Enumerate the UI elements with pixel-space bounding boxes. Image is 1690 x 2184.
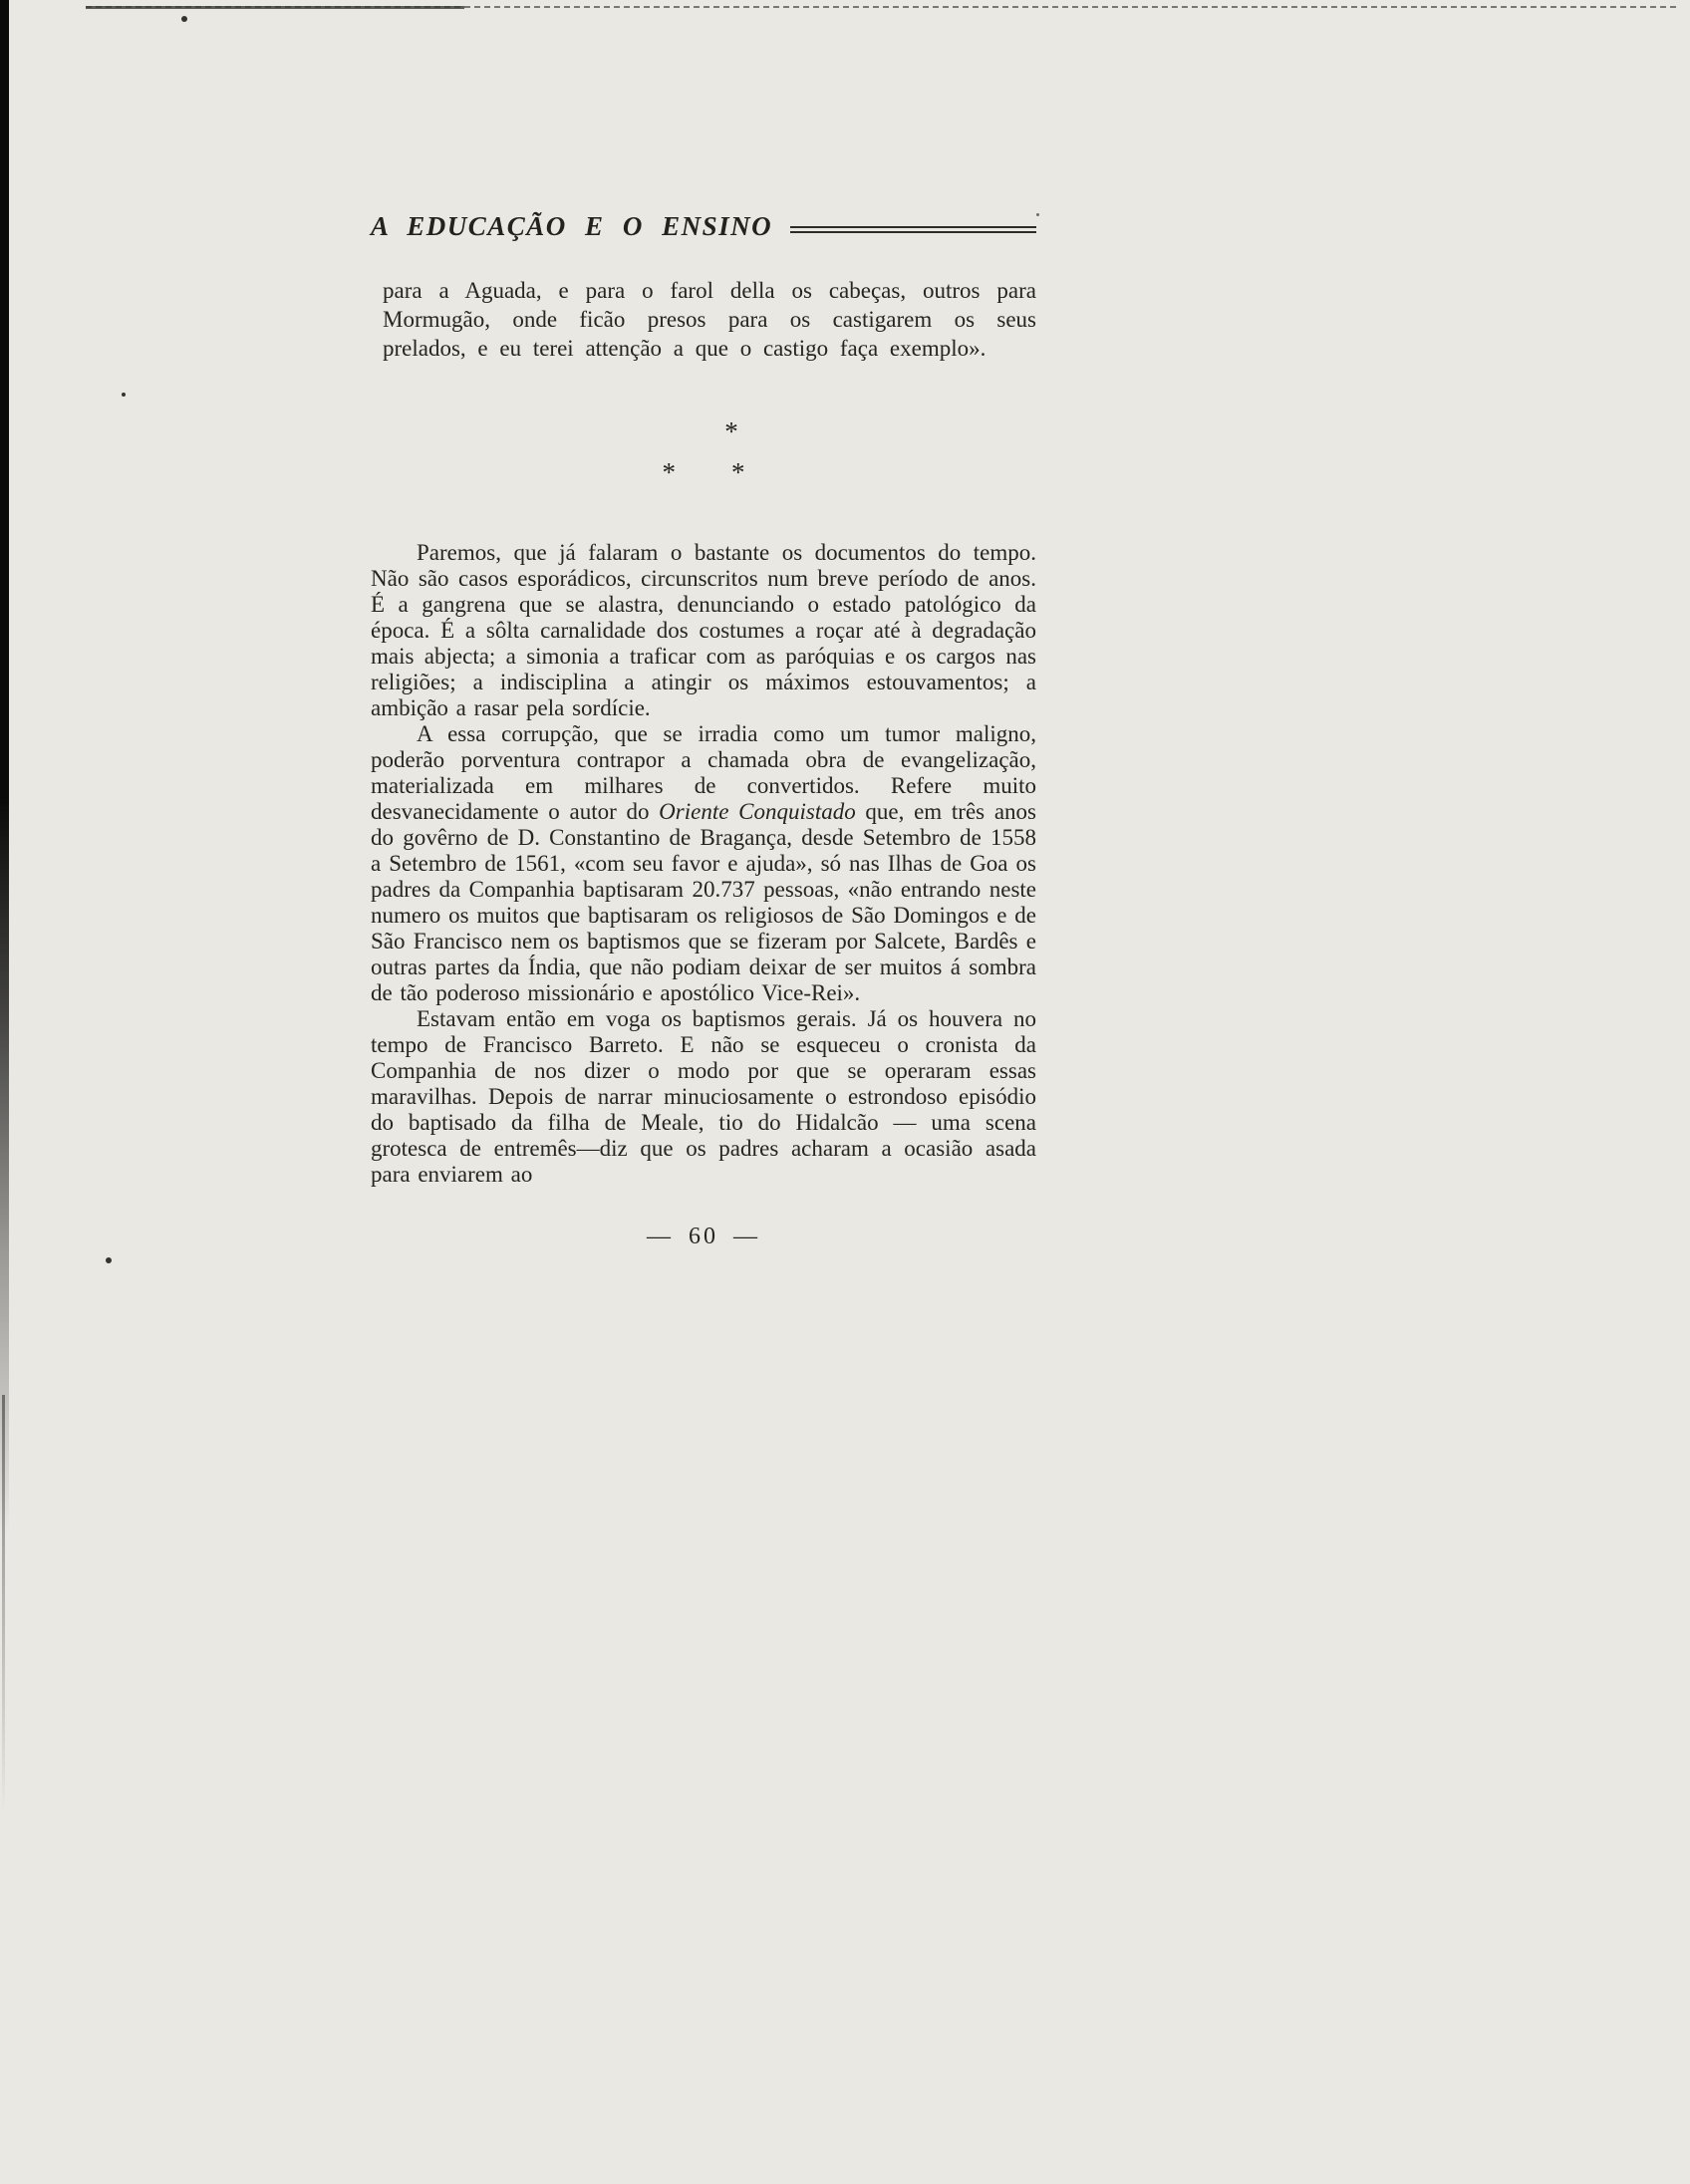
body-text <box>371 540 1036 1188</box>
text-column <box>371 211 1036 1250</box>
left-edge-scan-artifact <box>0 0 9 1534</box>
page-header <box>371 211 1036 242</box>
asterisk-top: * <box>724 416 738 446</box>
header-rule <box>790 226 1036 233</box>
section-separator <box>371 418 1036 486</box>
paragraph-1: Paremos, que já falaram o bastante os documentos do tempo. Não são casos esporádicos, circunscritos num breve período de anos. É a gangrena que se alastra, denunciando o estado patológico da época. É a sôlta carnalidade dos costumes a roçar até à degradação mais abjecta; a simonia a traficar com as paróquias e os cargos nas religiões; a indisciplina a atingir os máximos estouvamentos; a ambição a rasar pela sordície. <box>371 540 1036 720</box>
page-title: A EDUCAÇÃO E O ENSINO <box>371 211 773 241</box>
paragraph-2 <box>371 721 1036 1006</box>
scan-speck <box>122 393 126 397</box>
scan-speck <box>106 1257 112 1263</box>
scan-speck <box>181 16 187 22</box>
top-edge-scan-artifact-strong <box>86 6 464 9</box>
paragraph-2-text-continued: que, em três anos do govêrno de D. Constantino de Bragança, desde Setembro de 1558 a Setembro de 1561, «com seu favor e ajuda», só nas Ilhas de Goa os padres da Companhia baptisaram 20.737 pessoas, «não entrando neste numero os muitos que baptisaram os religiosos de São Domingos e de São Francisco nem os baptismos que se fizeram por Salcete, Bardês e outras partes da Índia, que não podiam deixar de ser muitos á sombra de tão poderoso missionário e apostólico Vice-Rei». <box>371 799 1036 1005</box>
book-title-oriente-conquistado: Oriente Conquistado <box>659 799 856 824</box>
asterisk-left: * <box>662 457 676 487</box>
scan-speck <box>1036 213 1039 216</box>
quote-paragraph: para a Aguada, e para o farol della os cabeças, outros para Mormugão, onde ficão presos para os castigarem os seus prelados, e eu terei attenção a que o castigo faça exemplo». <box>383 278 1036 361</box>
left-edge-scan-artifact-thin <box>2 1395 5 1813</box>
asterisk-row <box>371 459 1036 486</box>
asterisk-right: * <box>731 457 745 487</box>
paragraph-3: Estavam então em voga os baptismos gerais. Já os houvera no tempo de Francisco Barreto. E não se esqueceu o cronista da Companhia de nos dizer o modo por que se operaram essas maravilhas. Depois de narrar minuciosamente o estrondoso episódio do baptisado da filha de Meale, tio do Hidalcão — uma scena grotesca de entremês—diz que os padres acharam a ocasião asada para enviarem ao <box>371 1006 1036 1187</box>
page-number: — 60 — <box>647 1224 760 1249</box>
paragraph-2-text: A essa corrupção, que se irradia como um tumor maligno, poderão porventura contrapor a chamada obra de evangelização, materializada em milhares de convertidos. Refere muito desvanecidamente o autor do <box>371 721 1036 824</box>
